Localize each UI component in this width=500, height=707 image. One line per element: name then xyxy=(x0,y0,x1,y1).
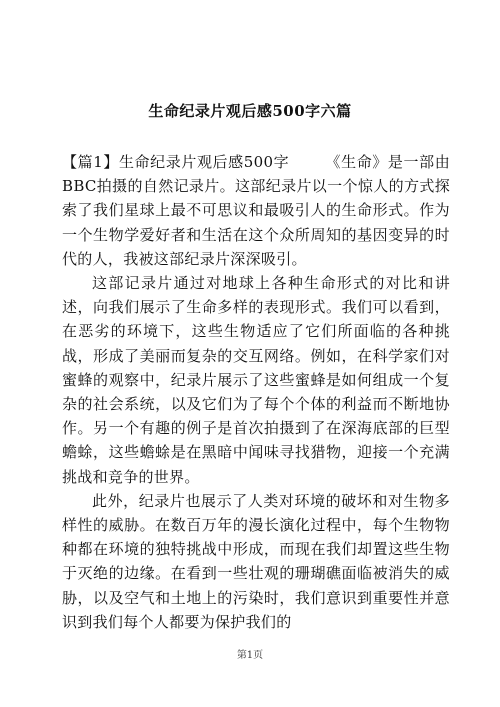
document-title: 生命纪录片观后感500字六篇 xyxy=(148,102,352,120)
paragraph-3: 此外，纪录片也展示了人类对环境的破坏和对生物多样性的威胁。在数百万年的漫长演化过程中，每个生物物种都在环境的独特挑战中形成，而现在我们却置这些生物于灭绝的边缘。在看到一些壮观的珊瑚礁面临被消失的威胁，以及空气和土地上的污染时，我们意识到重要性并意识到我们每个人都要为保护我们的 xyxy=(62,491,450,631)
document-body xyxy=(62,150,450,634)
paragraph-2: 这部记录片通过对地球上各种生命形式的对比和讲述，向我们展示了生命多样的表现形式。我们可以看到，在恶劣的环境下，这些生物适应了它们所面临的各种挑战，形成了美丽而复杂的交互网络。例如，在科学家们对蜜蜂的观察中，纪录片展示了这些蜜蜂是如何组成一个复杂的社会系统，以及它们为了每个个体的利益而不断地协作。另一个有趣的例子是首次拍摄到了在深海底部的巨型蟾蜍，这些蟾蜍是在黑暗中闻味寻找猎物，迎接一个充满挑战和竞争的世界。 xyxy=(62,274,450,486)
page-number: 第1页 xyxy=(236,650,264,661)
paragraph-1 xyxy=(62,150,450,271)
paragraph-1-text: 《生命》是一部由BBC拍摄的自然记录片。这部纪录片以一个惊人的方式探索了我们星球上最不可思议和最吸引人的生命形式。作为一个生物学爱好者和生活在这个众所周知的基因变异的时代的人，我被这部纪录片深深吸引。 xyxy=(62,153,451,268)
article-label: 【篇1】 xyxy=(62,153,119,171)
article-heading: 生命纪录片观后感500字 xyxy=(118,153,290,171)
